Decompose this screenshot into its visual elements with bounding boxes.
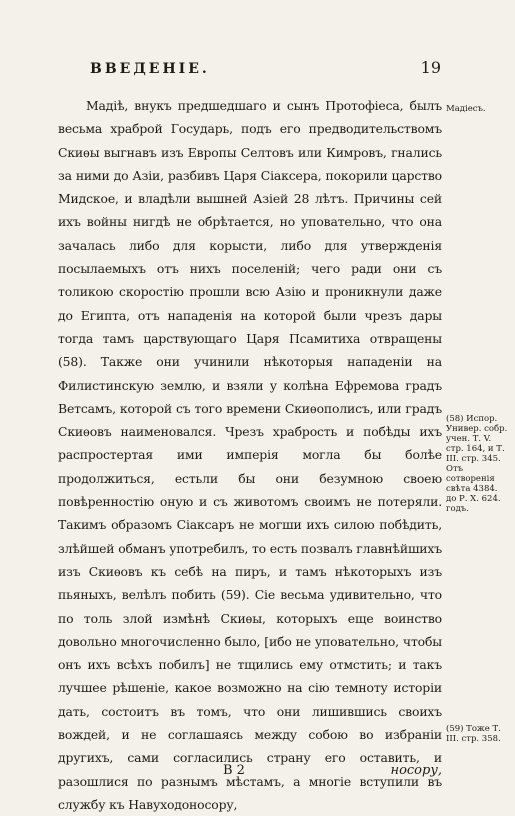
body-text	[58, 94, 442, 816]
margin-note-59: (59) Тоже Т. III. стр. 358.	[446, 724, 501, 744]
catchword: носору,	[390, 763, 442, 778]
margin-note-madies: Мадіесъ.	[446, 104, 486, 114]
page-title: ВВЕДЕНІЕ.	[90, 61, 210, 77]
body-paragraph: Мадіѣ, внукъ предшедшаго и сынъ Протофіеса, былъ весьма храброй Государь, подъ его предводительствомъ Скиѳы выгнавъ изъ Европы Селтовъ или Кимровъ, гнались за ними до Азіи, разбивъ Царя Сіаксера, покорили царство Мидское, и владѣли вышней Азіей 28 лѣтъ. Причины сей ихъ войны нигдѣ не обрѣтается, но уповательно, что она зачалась либо для корысти, либо для утвержденія посылаемыхъ отъ нихъ поселеній; чего ради они съ толикою скоростію прошли всю Азію и проникнули даже до Египта, отъ нападенія на которой были чрезъ дары тогда тамъ царствующаго Царя Псамитиха отвращены (58). Также они учинили нѣкоторыя нападеніи на Филистинскую землю, и взяли у колѣна Ефремова градъ Ветсамъ, которой съ того времени Скиѳополисъ, или градъ Скиѳовъ наименовался. Чрезъ храбрость и побѣды ихъ распростертая ими имперія могла бы болѣе продолжиться, естьли бы они безумною своею повѣренностію оную и съ животомъ своимъ не потеряли. Такимъ образомъ Сіаксаръ не могши ихъ силою побѣдить, злѣйшей обманъ употребилъ, то есть позвалъ главнѣйшихъ изъ Скиѳовъ къ себѣ на пиръ, и тамъ нѣкоторыхъ изъ пьяныхъ, велѣлъ побить (59). Сіе весьма удивительно, что по толь злой измѣнѣ Скиѳы, которыхъ еще воинство довольно многочисленно было, [ибо не уповательно, чтобы онъ ихъ всѣхъ побилъ] не тщились ему отмстить; и такъ лучшее рѣшеніе, какое возможно на сію темноту исторіи дать, состоитъ въ томъ, что они лишившись своихъ вождей, и не соглашаясь между собою во избраніи другихъ, сами согласились страну его оставить, и разошлися по разнымъ мѣстамъ, а многіе вступили въ службу къ Навуходоносору,	[58, 98, 442, 812]
signature-mark: В 2	[223, 763, 245, 778]
page-number: 19	[420, 58, 441, 77]
running-header	[90, 58, 441, 77]
margin-note-58: (58) Испор. Универ. собр. учен. Т. V. стр. 164, и Т. III. стр. 345. Отъ сотворенія свѣта 4384. до Р. Х. 624. годъ.	[446, 414, 508, 514]
